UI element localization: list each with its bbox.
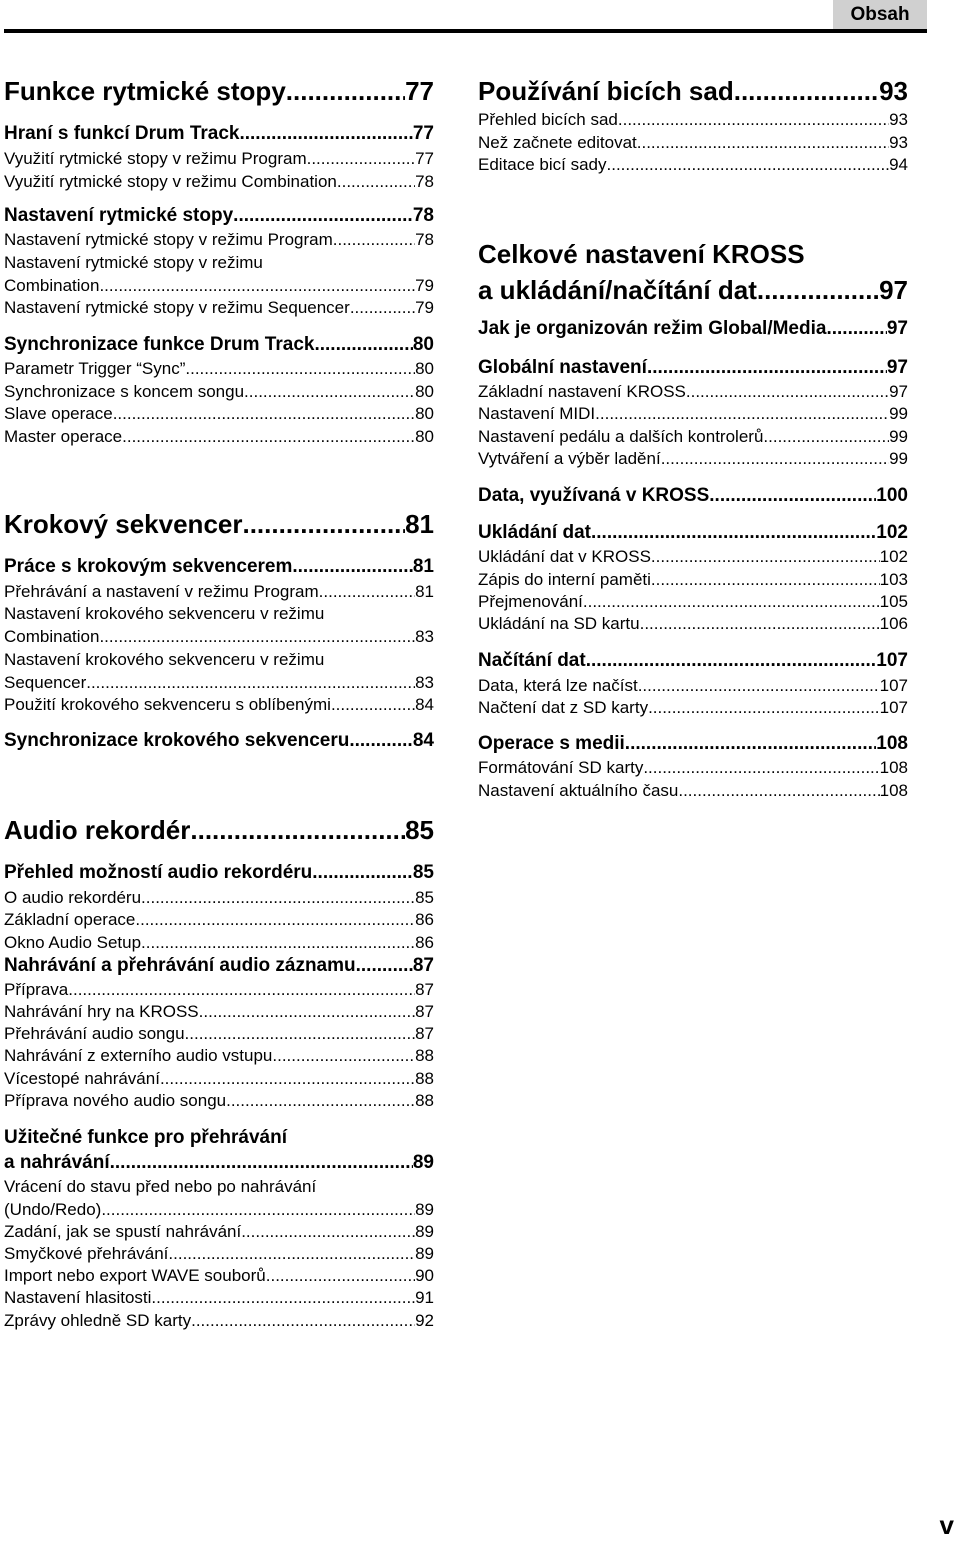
toc-entry-title: Nahrávání hry na KROSS bbox=[4, 1002, 199, 1021]
toc-entry-page: 86 bbox=[415, 933, 434, 952]
toc-entry-title: Nastavení hlasitosti bbox=[4, 1288, 152, 1307]
toc-entry[interactable] bbox=[478, 698, 908, 718]
toc-entry[interactable] bbox=[4, 359, 434, 379]
toc-entry-page: 85 bbox=[405, 815, 434, 845]
toc-entry[interactable] bbox=[4, 1069, 434, 1089]
toc-entry-page: 78 bbox=[415, 172, 434, 191]
toc-entry-title: O audio rekordéru bbox=[4, 888, 142, 907]
toc-entry[interactable] bbox=[4, 1222, 434, 1242]
toc-leader-dots bbox=[651, 570, 880, 590]
toc-leader-dots bbox=[640, 614, 880, 634]
toc-leader-dots bbox=[99, 276, 415, 296]
toc-entry[interactable] bbox=[4, 276, 434, 296]
toc-entry-title: Vícestopé nahrávání bbox=[4, 1069, 160, 1088]
toc-entry-page: 78 bbox=[415, 230, 434, 249]
toc-entry-page: 90 bbox=[415, 1266, 434, 1285]
toc-entry-page: 103 bbox=[879, 570, 908, 589]
toc-entry-page: 87 bbox=[415, 980, 434, 999]
toc-entry-title: Synchronizace s koncem songu bbox=[4, 382, 245, 401]
toc-entry-page: 88 bbox=[415, 1046, 434, 1065]
toc-entry-page: 79 bbox=[415, 276, 434, 295]
toc-leader-dots bbox=[591, 522, 876, 544]
toc-leader-dots bbox=[337, 172, 415, 192]
toc-entry-page: 84 bbox=[412, 730, 434, 751]
toc-entry-page: 85 bbox=[412, 862, 434, 883]
toc-entry-title: (Undo/Redo) bbox=[4, 1200, 102, 1219]
toc-leader-dots bbox=[190, 816, 405, 846]
toc-entry-page: 97 bbox=[886, 318, 908, 339]
toc-entry-page: 80 bbox=[415, 382, 434, 401]
toc-entry-title: Synchronizace krokového sekvenceru. bbox=[4, 730, 355, 751]
toc-leader-dots bbox=[199, 1002, 415, 1022]
toc-entry-page: 79 bbox=[415, 298, 434, 317]
toc-entry-title: Zprávy ohledně SD karty bbox=[4, 1311, 192, 1330]
toc-entry-title: Sequencer bbox=[4, 673, 87, 692]
toc-entry[interactable] bbox=[478, 77, 908, 107]
toc-leader-dots bbox=[135, 910, 415, 930]
toc-entry-title: Master operace bbox=[4, 427, 123, 446]
toc-entry-title: Combination bbox=[4, 627, 100, 646]
toc-entry-page: 89 bbox=[412, 1152, 434, 1173]
toc-leader-dots bbox=[160, 1069, 415, 1089]
toc-entry-title: Combination bbox=[4, 276, 100, 295]
toc-leader-dots bbox=[99, 627, 415, 647]
toc-entry-page: 91 bbox=[415, 1288, 434, 1307]
toc-entry-page: 89 bbox=[415, 1200, 434, 1219]
toc-entry[interactable] bbox=[4, 556, 434, 578]
toc-entry[interactable] bbox=[4, 1288, 434, 1308]
toc-leader-dots bbox=[583, 592, 880, 612]
toc-leader-dots bbox=[355, 730, 413, 752]
toc-entry-title: Načtení dat z SD karty bbox=[478, 698, 649, 717]
toc-entry[interactable] bbox=[4, 1024, 434, 1044]
toc-entry-title: Příprava bbox=[4, 980, 69, 999]
toc-leader-dots bbox=[272, 1046, 415, 1066]
toc-entry[interactable] bbox=[4, 955, 434, 977]
toc-entry[interactable] bbox=[4, 404, 434, 424]
toc-entry-title: Nahrávání a přehrávání audio záznamu bbox=[4, 955, 356, 976]
toc-leader-dots bbox=[101, 1200, 415, 1220]
toc-entry-page: 108 bbox=[879, 781, 908, 800]
toc-entry-title: Jak je organizován režim Global/Media bbox=[478, 318, 827, 339]
toc-entry[interactable] bbox=[478, 449, 908, 469]
toc-entry-page: 99 bbox=[889, 404, 908, 423]
toc-leader-dots bbox=[122, 427, 415, 447]
toc-entry-page: 81 bbox=[415, 582, 434, 601]
section-tab: Obsah bbox=[833, 0, 927, 29]
toc-entry-title-line: Nastavení rytmické stopy v režimu bbox=[4, 253, 263, 272]
toc-entry[interactable] bbox=[4, 933, 434, 953]
toc-entry-page: 87 bbox=[415, 1002, 434, 1021]
toc-entry-page: 80 bbox=[412, 334, 434, 355]
toc-leader-dots bbox=[595, 404, 889, 424]
toc-entry[interactable] bbox=[4, 123, 434, 145]
toc-entry-title: Použití krokového sekvenceru s oblíbenými bbox=[4, 695, 331, 714]
toc-entry-page: 84 bbox=[415, 695, 434, 714]
toc-entry-page: 77 bbox=[415, 149, 434, 168]
toc-entry-title: Synchronizace funkce Drum Track bbox=[4, 334, 315, 355]
toc-leader-dots bbox=[185, 1024, 416, 1044]
toc-leader-dots bbox=[661, 449, 889, 469]
toc-entry[interactable] bbox=[478, 110, 908, 130]
toc-leader-dots bbox=[226, 1091, 415, 1111]
toc-entry[interactable] bbox=[4, 149, 434, 169]
toc-entry[interactable] bbox=[4, 730, 434, 752]
toc-entry[interactable] bbox=[4, 695, 434, 715]
toc-entry[interactable] bbox=[4, 1046, 434, 1066]
toc-leader-dots bbox=[638, 676, 880, 696]
toc-leader-dots bbox=[333, 230, 415, 250]
toc-entry-page: 100 bbox=[876, 485, 908, 506]
toc-entry-page: 93 bbox=[889, 110, 908, 129]
toc-entry-page: 93 bbox=[879, 76, 908, 106]
toc-entry[interactable] bbox=[4, 673, 434, 693]
toc-entry-title: Základní operace bbox=[4, 910, 136, 929]
toc-entry[interactable] bbox=[4, 980, 434, 1000]
toc-leader-dots bbox=[68, 980, 415, 1000]
toc-entry-title: Operace s medii bbox=[478, 733, 625, 754]
toc-entry-title: Data, která lze načíst bbox=[478, 676, 638, 695]
toc-leader-dots bbox=[113, 404, 415, 424]
toc-entry-page: 92 bbox=[415, 1311, 434, 1330]
toc-entry[interactable] bbox=[478, 650, 908, 672]
toc-leader-dots bbox=[312, 862, 413, 884]
toc-leader-dots bbox=[266, 1266, 415, 1286]
toc-entry-page: 108 bbox=[879, 758, 908, 777]
toc-entry[interactable] bbox=[478, 733, 908, 755]
toc-entry-title: Nastavení rytmické stopy v režimu Sequencer bbox=[4, 298, 350, 317]
toc-leader-dots bbox=[233, 205, 413, 227]
toc-leader-dots bbox=[734, 77, 879, 107]
toc-leader-dots bbox=[141, 933, 415, 953]
toc-entry[interactable] bbox=[4, 77, 434, 107]
toc-entry-title: Přejmenování bbox=[478, 592, 583, 611]
toc-leader-dots bbox=[637, 133, 889, 153]
toc-entry[interactable] bbox=[4, 1311, 434, 1331]
toc-leader-dots bbox=[826, 318, 886, 340]
toc-entry-page: 78 bbox=[412, 205, 434, 226]
toc-entry-title-line: Vrácení do stavu před nebo po nahrávání bbox=[4, 1177, 317, 1196]
toc-entry-page: 99 bbox=[889, 427, 908, 446]
toc-leader-dots bbox=[350, 298, 415, 318]
toc-leader-dots bbox=[286, 77, 405, 107]
header-rule bbox=[4, 29, 927, 33]
toc-entry-title: Editace bicí sady bbox=[478, 155, 607, 174]
toc-entry-title: Přehrávání audio songu bbox=[4, 1024, 185, 1043]
toc-leader-dots bbox=[168, 1244, 415, 1264]
toc-entry-page: 106 bbox=[879, 614, 908, 633]
toc-leader-dots bbox=[686, 382, 889, 402]
toc-entry-title: Parametr Trigger “Sync” bbox=[4, 359, 186, 378]
toc-entry[interactable] bbox=[4, 1152, 434, 1174]
toc-entry-page: 80 bbox=[415, 427, 434, 446]
toc-entry-title-line: Nastavení krokového sekvenceru v režimu bbox=[4, 650, 325, 669]
toc-leader-dots bbox=[757, 276, 879, 306]
toc-entry-title: Zadání, jak se spustí nahrávání bbox=[4, 1222, 242, 1241]
toc-entry-page: 102 bbox=[879, 547, 908, 566]
toc-leader-dots bbox=[607, 155, 890, 175]
toc-entry-title: Než začnete editovat bbox=[478, 133, 637, 152]
toc-entry-title: Přehled možností audio rekordéru bbox=[4, 862, 313, 883]
toc-entry[interactable] bbox=[4, 888, 434, 908]
toc-entry-page: 80 bbox=[415, 359, 434, 378]
toc-entry-title: Hraní s funkcí Drum Track bbox=[4, 123, 240, 144]
toc-entry-title-line: Nastavení krokového sekvenceru v režimu bbox=[4, 604, 325, 623]
toc-leader-dots bbox=[648, 698, 880, 718]
toc-entry-title: Import nebo export WAVE souborů bbox=[4, 1266, 266, 1285]
toc-entry-page: 88 bbox=[415, 1069, 434, 1088]
toc-entry-title: Nastavení rytmické stopy bbox=[4, 205, 234, 226]
toc-entry[interactable] bbox=[4, 582, 434, 602]
toc-entry-page: 85 bbox=[415, 888, 434, 907]
toc-entry-title: Krokový sekvencer bbox=[4, 509, 243, 539]
toc-entry[interactable] bbox=[4, 172, 434, 192]
toc-entry[interactable] bbox=[478, 485, 908, 507]
toc-entry-title: Slave operace bbox=[4, 404, 113, 423]
toc-leader-dots bbox=[618, 110, 889, 130]
toc-entry[interactable] bbox=[478, 592, 908, 612]
toc-entry[interactable] bbox=[478, 404, 908, 424]
toc-entry-title: Audio rekordér bbox=[4, 815, 191, 845]
toc-entry-title: Okno Audio Setup bbox=[4, 933, 142, 952]
toc-entry-title: Nastavení MIDI bbox=[478, 404, 596, 423]
toc-entry-page: 107 bbox=[879, 698, 908, 717]
toc-entry-title: Zápis do interní paměti bbox=[478, 570, 651, 589]
toc-leader-dots bbox=[86, 673, 415, 693]
toc-entry[interactable] bbox=[4, 298, 434, 318]
toc-entry[interactable] bbox=[478, 758, 908, 778]
toc-entry-title: Nastavení aktuálního času bbox=[478, 781, 679, 800]
toc-entry-title: Načítání dat bbox=[478, 650, 586, 671]
toc-entry-title: Přehrávání a nastavení v režimu Program bbox=[4, 582, 319, 601]
toc-leader-dots bbox=[241, 1222, 415, 1242]
toc-entry-page: 102 bbox=[876, 522, 908, 543]
toc-entry[interactable] bbox=[478, 318, 908, 340]
toc-leader-dots bbox=[709, 485, 876, 507]
toc-entry[interactable] bbox=[4, 1244, 434, 1264]
toc-entry-title: Příprava nového audio songu bbox=[4, 1091, 227, 1110]
toc-leader-dots bbox=[331, 695, 415, 715]
page-number: v bbox=[939, 1510, 954, 1540]
toc-entry[interactable] bbox=[478, 676, 908, 696]
toc-entry-title: Práce s krokovým sekvencerem bbox=[4, 556, 293, 577]
toc-leader-dots bbox=[356, 955, 413, 977]
toc-entry[interactable] bbox=[478, 614, 908, 634]
toc-entry-page: 83 bbox=[415, 673, 434, 692]
toc-entry[interactable] bbox=[4, 1091, 434, 1111]
toc-entry-title: Ukládání na SD kartu bbox=[478, 614, 640, 633]
toc-entry-title: Data, využívaná v KROSS bbox=[478, 485, 710, 506]
toc-entry-page: 81 bbox=[405, 509, 434, 539]
toc-entry-page: 83 bbox=[415, 627, 434, 646]
toc-entry-title: Využití rytmické stopy v režimu Program bbox=[4, 149, 307, 168]
toc-entry-page: 77 bbox=[412, 123, 434, 144]
toc-leader-dots bbox=[625, 733, 877, 755]
toc-leader-dots bbox=[141, 888, 415, 908]
toc-entry-title: Základní nastavení KROSS bbox=[478, 382, 686, 401]
toc-entry-page: 89 bbox=[415, 1244, 434, 1263]
toc-entry[interactable] bbox=[4, 1002, 434, 1022]
toc-entry-title-line: Celkové nastavení KROSS bbox=[478, 239, 805, 269]
toc-entry[interactable] bbox=[4, 205, 434, 227]
toc-leader-dots bbox=[651, 547, 880, 567]
toc-leader-dots bbox=[586, 650, 877, 672]
toc-entry[interactable] bbox=[4, 427, 434, 447]
toc-leader-dots bbox=[110, 1152, 413, 1174]
toc-entry-title: Globální nastavení bbox=[478, 357, 647, 378]
toc-entry[interactable] bbox=[4, 816, 434, 846]
toc-entry[interactable] bbox=[478, 522, 908, 544]
toc-entry-page: 99 bbox=[889, 449, 908, 468]
toc-entry-title: Používání bicích sad bbox=[478, 76, 734, 106]
toc-entry-title: Využití rytmické stopy v režimu Combination bbox=[4, 172, 337, 191]
toc-entry[interactable] bbox=[4, 334, 434, 356]
toc-entry-page: 105 bbox=[879, 592, 908, 611]
toc-entry[interactable] bbox=[478, 427, 908, 447]
toc-entry-title: a nahrávání bbox=[4, 1152, 110, 1173]
toc-leader-dots bbox=[244, 382, 415, 402]
toc-leader-dots bbox=[763, 427, 889, 447]
toc-entry[interactable] bbox=[4, 510, 434, 540]
toc-entry[interactable] bbox=[4, 862, 434, 884]
toc-entry-title: Ukládání dat v KROSS bbox=[478, 547, 651, 566]
toc-entry[interactable] bbox=[478, 276, 908, 306]
toc-leader-dots bbox=[151, 1288, 415, 1308]
toc-entry-page: 97 bbox=[889, 382, 908, 401]
toc-entry-page: 86 bbox=[415, 910, 434, 929]
toc-entry-title: Smyčkové přehrávání bbox=[4, 1244, 169, 1263]
toc-entry-title: Nastavení rytmické stopy v režimu Program bbox=[4, 230, 333, 249]
toc-leader-dots bbox=[643, 758, 879, 778]
toc-entry[interactable] bbox=[478, 133, 908, 153]
toc-entry[interactable] bbox=[4, 230, 434, 250]
toc-leader-dots bbox=[242, 510, 405, 540]
toc-entry-page: 93 bbox=[889, 133, 908, 152]
toc-leader-dots bbox=[647, 357, 887, 379]
toc-entry-title: Nastavení pedálu a dalších kontrolerů bbox=[478, 427, 764, 446]
toc-entry-page: 108 bbox=[876, 733, 908, 754]
toc-leader-dots bbox=[292, 556, 412, 578]
toc-entry-page: 97 bbox=[886, 357, 908, 378]
toc-entry-title: Nahrávání z externího audio vstupu bbox=[4, 1046, 273, 1065]
toc-entry-title: Přehled bicích sad bbox=[478, 110, 618, 129]
toc-leader-dots bbox=[319, 582, 415, 602]
toc-entry-page: 87 bbox=[415, 1024, 434, 1043]
toc-leader-dots bbox=[185, 359, 415, 379]
toc-entry-page: 97 bbox=[879, 275, 908, 305]
toc-entry-title: a ukládání/načítání dat bbox=[478, 275, 757, 305]
toc-leader-dots bbox=[314, 334, 412, 356]
toc-entry[interactable] bbox=[478, 781, 908, 801]
toc-entry[interactable] bbox=[478, 570, 908, 590]
toc-entry-page: 81 bbox=[412, 556, 434, 577]
toc-entry-title: Ukládání dat bbox=[478, 522, 591, 543]
toc-entry-page: 88 bbox=[415, 1091, 434, 1110]
toc-entry[interactable] bbox=[4, 627, 434, 647]
toc-entry-page: 107 bbox=[879, 676, 908, 695]
toc-entry[interactable] bbox=[478, 357, 908, 379]
toc-entry[interactable] bbox=[4, 1200, 434, 1220]
toc-entry-title: Funkce rytmické stopy bbox=[4, 76, 286, 106]
toc-leader-dots bbox=[239, 123, 412, 145]
toc-entry-page: 77 bbox=[405, 76, 434, 106]
toc-entry[interactable] bbox=[4, 910, 434, 930]
toc-entry-page: 87 bbox=[412, 955, 434, 976]
toc-entry[interactable] bbox=[4, 382, 434, 402]
toc-entry-page: 89 bbox=[415, 1222, 434, 1241]
toc-entry-title-line: Užitečné funkce pro přehrávání bbox=[4, 1127, 287, 1148]
toc-entry-page: 94 bbox=[889, 155, 908, 174]
toc-entry[interactable] bbox=[4, 1266, 434, 1286]
toc-leader-dots bbox=[191, 1311, 415, 1331]
toc-entry-title: Formátování SD karty bbox=[478, 758, 644, 777]
toc-entry-title: Vytváření a výběr ladění bbox=[478, 449, 661, 468]
toc-entry-page: 80 bbox=[415, 404, 434, 423]
toc-leader-dots bbox=[678, 781, 879, 801]
toc-entry[interactable] bbox=[478, 155, 908, 175]
toc-leader-dots bbox=[307, 149, 415, 169]
toc-entry-page: 107 bbox=[876, 650, 908, 671]
toc-entry[interactable] bbox=[478, 382, 908, 402]
toc-entry[interactable] bbox=[478, 547, 908, 567]
